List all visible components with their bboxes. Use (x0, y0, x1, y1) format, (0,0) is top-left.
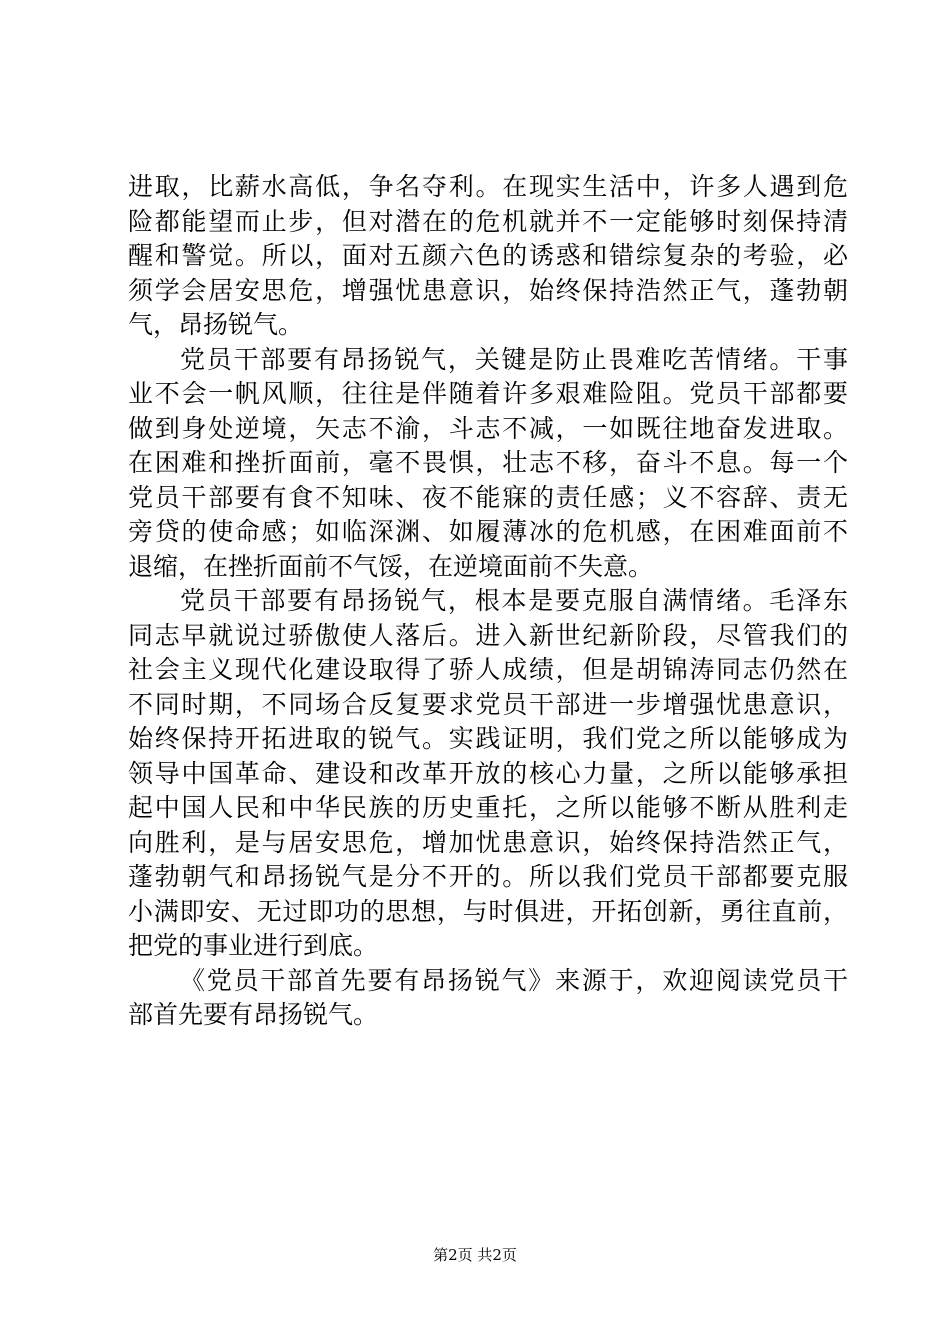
text-line: 领导中国革命、建设和改革开放的核心力量，之所以能够承担 (128, 758, 848, 788)
paragraph-3 (128, 584, 848, 964)
page-number-footer: 第2页 共2页 (433, 1246, 517, 1264)
text-line: 向胜利，是与居安思危，增加忧患意识，始终保持浩然正气， (128, 827, 848, 857)
text-line: 党员干部要有昂扬锐气，根本是要克服自满情绪。毛泽东 (180, 586, 848, 615)
text-line: 做到身处逆境，矢志不渝，斗志不减，一如既往地奋发进取。 (128, 413, 848, 443)
text-line: 退缩，在挫折面前不气馁，在逆境面前不失意。 (128, 551, 654, 581)
text-line: 始终保持开拓进取的锐气。实践证明，我们党之所以能够成为 (128, 724, 848, 753)
text-line: 部首先要有昂扬锐气。 (128, 1000, 379, 1029)
text-line: 蓬勃朝气和昂扬锐气是分不开的。所以我们党员干部都要克服 (128, 862, 848, 891)
text-line: 进取，比薪水高低，争名夺利。在现实生活中，许多人遇到危 (128, 172, 848, 201)
text-line: 同志早就说过骄傲使人落后。进入新世纪新阶段，尽管我们的 (128, 620, 848, 650)
paragraph-2 (128, 343, 848, 585)
text-line: 旁贷的使命感；如临深渊、如履薄冰的危机感，在困难面前不 (128, 517, 848, 546)
text-line: 须学会居安思危，增强忧患意识，始终保持浩然正气，蓬勃朝 (128, 275, 848, 305)
text-line: 险都能望而止步，但对潜在的危机就并不一定能够时刻保持清 (128, 206, 848, 236)
paragraph-4 (128, 964, 848, 1033)
paragraph-1 (128, 170, 848, 343)
body-text (128, 170, 848, 1033)
text-line: 起中国人民和中华民族的历史重托，之所以能够不断从胜利走 (128, 793, 848, 822)
text-line: 党员干部要有昂扬锐气，关键是防止畏难吃苦情绪。干事 (180, 344, 848, 374)
text-line: 把党的事业进行到底。 (128, 931, 379, 960)
text-line: 社会主义现代化建设取得了骄人成绩，但是胡锦涛同志仍然在 (128, 655, 848, 684)
text-line: 《党员干部首先要有昂扬锐气》来源于，欢迎阅读党员干 (180, 965, 848, 995)
text-line: 气，昂扬锐气。 (128, 310, 304, 339)
text-line: 小满即安、无过即功的思想，与时俱进，开拓创新，勇往直前， (128, 896, 848, 926)
text-line: 醒和警觉。所以，面对五颜六色的诱惑和错综复杂的考验，必 (128, 241, 848, 270)
text-line: 业不会一帆风顺，往往是伴随着许多艰难险阻。党员干部都要 (128, 379, 848, 408)
text-line: 党员干部要有食不知味、夜不能寐的责任感；义不容辞、责无 (128, 482, 848, 512)
text-line: 不同时期，不同场合反复要求党员干部进一步增强忧患意识， (128, 689, 848, 719)
text-line: 在困难和挫折面前，毫不畏惧，壮志不移，奋斗不息。每一个 (128, 448, 848, 477)
